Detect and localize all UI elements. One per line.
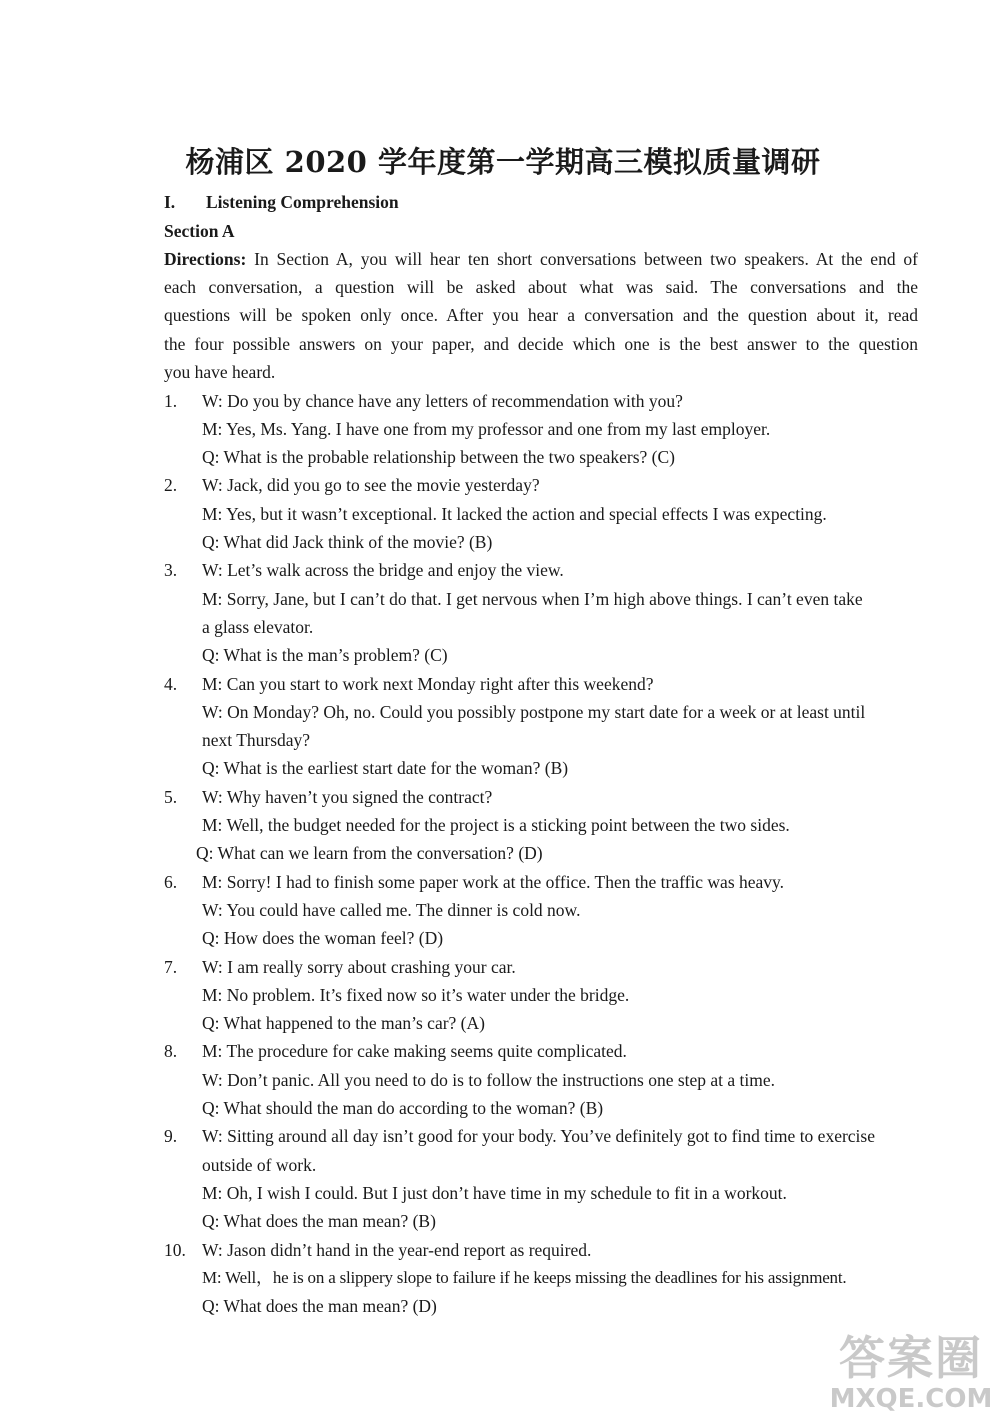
item-number: 2. — [164, 475, 178, 495]
dialogue-line: M: Sorry, Jane, but I can’t do that. I get nervous when I’m high above things. I can’t even take — [202, 589, 863, 609]
dialogue-line: M: Oh, I wish I could. But I just don’t have time in my schedule to fit in a workout. — [202, 1183, 787, 1203]
directions-line-2: each conversation, a question will be asked about what was said. The conversations and the — [164, 277, 918, 297]
dialogue-line: W: Do you by chance have any letters of recommendation with you? — [202, 391, 683, 411]
dialogue-line: W: Let’s walk across the bridge and enjoy the view. — [202, 560, 564, 580]
item-number: 6. — [164, 872, 178, 892]
dialogue-line: W: I am really sorry about crashing your car. — [202, 957, 516, 977]
section-heading — [164, 188, 399, 216]
dialogue-line: M: Well，he is on a slippery slope to failure if he keeps missing the deadlines for his assignment. — [202, 1268, 847, 1287]
watermark-logo — [826, 1332, 996, 1418]
question-line: Q: What did Jack think of the movie? (B) — [202, 532, 493, 552]
directions-line-3: questions will be spoken only once. After you hear a conversation and the question about it, read — [164, 305, 918, 325]
dialogue-line: next Thursday? — [202, 730, 311, 750]
question-line: Q: What should the man do according to the woman? (B) — [202, 1098, 604, 1118]
dialogue-line: M: Sorry! I had to finish some paper work at the office. Then the traffic was heavy. — [202, 872, 785, 892]
dialogue-line: M: Well, the budget needed for the project is a sticking point between the two sides. — [202, 815, 790, 835]
watermark-text-bottom: MXQE.COM — [829, 1384, 993, 1414]
dialogue-line: W: Don’t panic. All you need to do is to follow the instructions one step at a time. — [202, 1070, 776, 1090]
subsection-heading: Section A — [164, 221, 235, 241]
question-line: Q: What happened to the man’s car? (A) — [202, 1013, 485, 1033]
item-number: 5. — [164, 787, 178, 807]
dialogue-line: M: Yes, Ms. Yang. I have one from my professor and one from my last employer. — [202, 419, 771, 439]
dialogue-line: W: Why haven’t you signed the contract? — [202, 787, 493, 807]
question-line: Q: What is the man’s problem? (C) — [202, 645, 448, 665]
item-number: 10. — [164, 1240, 186, 1260]
directions-line-5: you have heard. — [164, 362, 276, 382]
item-number: 3. — [164, 560, 178, 580]
question-line: Q: What can we learn from the conversation? (D) — [196, 843, 543, 863]
dialogue-line: M: Yes, but it wasn’t exceptional. It lacked the action and special effects I was expecting. — [202, 504, 827, 524]
section-label: Listening Comprehension — [205, 192, 399, 212]
dialogue-line: M: Can you start to work next Monday right after this weekend? — [202, 674, 654, 694]
question-line: Q: What is the probable relationship between the two speakers? (C) — [202, 447, 676, 467]
dialogue-line: W: Jason didn’t hand in the year-end report as required. — [202, 1240, 592, 1260]
item-number: 1. — [164, 391, 178, 411]
section-number: I. — [164, 192, 176, 212]
directions-line-1 — [164, 245, 918, 273]
question-line: Q: What does the man mean? (B) — [202, 1211, 436, 1231]
dialogue-line: M: No problem. It’s fixed now so it’s water under the bridge. — [202, 985, 630, 1005]
directions-label: Directions: — [164, 249, 247, 269]
page-title: 杨浦区 2020 学年度第一学期高三模拟质量调研 — [185, 145, 821, 179]
dialogue-line: outside of work. — [202, 1155, 317, 1175]
question-line: Q: What is the earliest start date for the woman? (B) — [202, 758, 569, 778]
watermark-text-top: 答案圈 — [839, 1331, 983, 1385]
item-number: 8. — [164, 1041, 178, 1061]
item-number: 9. — [164, 1126, 178, 1146]
question-line: Q: What does the man mean? (D) — [202, 1296, 437, 1316]
dialogue-line: M: The procedure for cake making seems quite complicated. — [202, 1041, 627, 1061]
item-number: 4. — [164, 674, 178, 694]
dialogue-line: W: Sitting around all day isn’t good for your body. You’ve definitely got to find time to exercise — [202, 1126, 875, 1146]
item-number: 7. — [164, 957, 178, 977]
dialogue-line: W: Jack, did you go to see the movie yesterday? — [202, 475, 540, 495]
dialogue-line: W: You could have called me. The dinner is cold now. — [202, 900, 581, 920]
dialogue-line: W: On Monday? Oh, no. Could you possibly postpone my start date for a week or at least until — [202, 702, 866, 722]
question-line: Q: How does the woman feel? (D) — [202, 928, 444, 948]
directions-line-4: the four possible answers on your paper, and decide which one is the best answer to the question — [164, 334, 918, 354]
dialogue-line: a glass elevator. — [202, 617, 314, 637]
directions-text-1: In Section A, you will hear ten short conversations between two speakers. At the end of — [246, 249, 918, 269]
